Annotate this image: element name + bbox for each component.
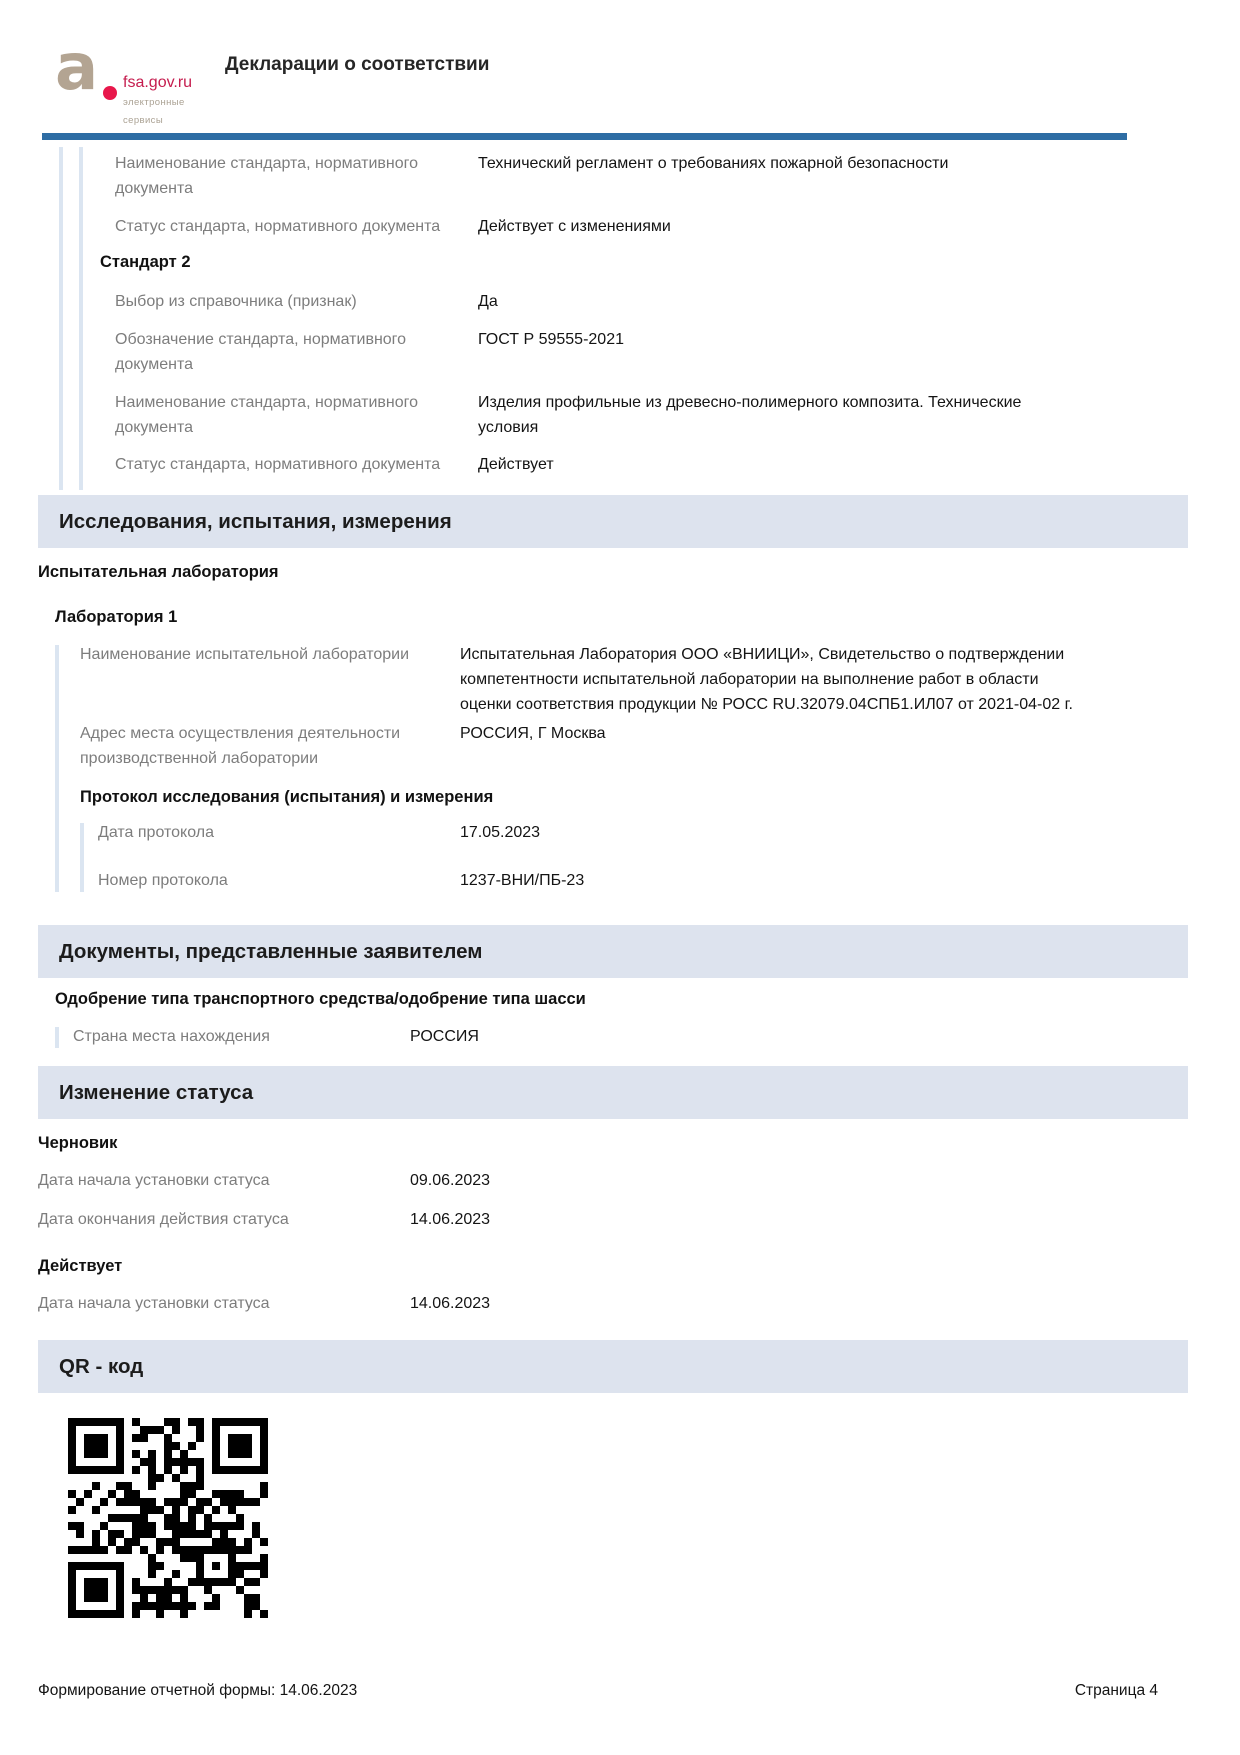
page-footer [38, 1682, 1158, 1700]
qr-code-svg [68, 1418, 268, 1618]
field-row [98, 821, 1188, 846]
field-row [42, 152, 1127, 202]
field-row [42, 215, 1127, 240]
field-value: РОССИЯ [410, 1028, 479, 1045]
section-header-status: Изменение статуса [38, 1066, 1188, 1119]
section-header-documents: Документы, представленные заявителем [38, 925, 1188, 978]
field-row [73, 1025, 1188, 1050]
research-section-content [38, 563, 1188, 894]
field-label: Статус стандарта, нормативного документа [115, 217, 441, 235]
field-value: Действует [478, 456, 554, 474]
field-value: Да [478, 293, 498, 311]
field-value: 1237-ВНИ/ПБ-23 [460, 871, 585, 889]
field-value: ГОСТ Р 59555-2021 [478, 331, 624, 349]
documents-fields-group [55, 1025, 1188, 1050]
field-value: Технический регламент о требованиях пожарной безопасности [478, 155, 949, 172]
section-header-qr: QR - код [38, 1340, 1188, 1393]
field-label: Наименование стандарта, нормативного документа [115, 155, 419, 197]
indent-guide [80, 823, 84, 892]
field-label: Номер протокола [98, 871, 228, 889]
lab-group-title: Испытательная лаборатория [38, 563, 279, 581]
field-value: Действует с изменениями [478, 217, 671, 235]
status-group-active [38, 1257, 1188, 1317]
field-row [98, 869, 1188, 894]
status-group-title: Черновик [38, 1134, 118, 1152]
field-value: 14.06.2023 [410, 1294, 491, 1312]
footer-generated-date: Формирование отчетной формы: 14.06.2023 [38, 1682, 358, 1699]
fsa-logo [55, 31, 205, 126]
indent-guide-inner [79, 147, 83, 490]
standards-table-block [42, 133, 1127, 494]
field-label: Дата протокола [98, 823, 214, 841]
field-row [42, 453, 1127, 478]
field-row [42, 391, 1127, 441]
field-label: Выбор из справочника (признак) [115, 293, 357, 311]
section-header-research: Исследования, испытания, измерения [38, 495, 1188, 548]
field-value: Изделия профильные из древесно-полимерного композита. Технические условия [478, 393, 1022, 436]
field-row [80, 722, 1188, 772]
field-label: Наименование испытательной лаборатории [80, 646, 410, 663]
footer-page-number: Страница 4 [1074, 1682, 1158, 1699]
page-header [55, 31, 490, 126]
field-row [38, 1169, 1188, 1194]
field-value: РОССИЯ, Г Москва [460, 725, 606, 743]
field-label: Дата начала установки статуса [38, 1294, 270, 1312]
field-row [42, 290, 1127, 315]
field-value: 17.05.2023 [460, 823, 541, 841]
indent-guide-outer [59, 147, 63, 490]
field-value: 09.06.2023 [410, 1172, 491, 1189]
field-row [80, 643, 1188, 717]
logo-site-name: fsa.gov.ru [123, 74, 193, 91]
field-label: Статус стандарта, нормативного документа [115, 456, 441, 474]
documents-subsection-title: Одобрение типа транспортного средства/одобрение типа шасси [55, 990, 586, 1008]
field-row [38, 1292, 1188, 1317]
field-value: 14.06.2023 [410, 1210, 491, 1228]
logo-red-dot-icon [103, 86, 117, 100]
field-value: Испытательная Лаборатория ООО «ВНИИЦИ», Свидетельство о подтверждении компетентности испытательной лаборатории на выполнение работ в области оценки соответствия продукции № РОСС RU.32079.04СПБ1.ИЛ07 от 2021-04-02 г. [460, 646, 1073, 713]
field-label: Обозначение стандарта, нормативного документа [115, 331, 407, 373]
fsa-logo-icon: а [55, 31, 99, 105]
field-row [42, 328, 1127, 378]
lab-title: Лаборатория 1 [55, 608, 178, 626]
documents-section-content [38, 990, 1188, 1050]
logo-tagline: электронные сервисы [123, 97, 185, 126]
field-label: Дата начала установки статуса [38, 1172, 270, 1189]
indent-guide [55, 645, 59, 892]
field-label: Адрес места осуществления деятельности производственной лаборатории [80, 725, 401, 768]
field-label: Наименование стандарта, нормативного документа [115, 393, 419, 436]
logo-text [123, 74, 205, 128]
qr-code-image [68, 1418, 268, 1618]
protocol-fields-group [80, 821, 1188, 894]
page-title: Декларации о соответствии [225, 54, 490, 75]
standard-2-heading: Стандарт 2 [100, 253, 191, 272]
status-group-draft [38, 1134, 1188, 1233]
field-row [38, 1208, 1188, 1233]
lab-fields-group [55, 643, 1188, 894]
status-group-title: Действует [38, 1256, 123, 1275]
status-section-content [38, 1134, 1188, 1330]
protocol-title: Протокол исследования (испытания) и измерения [80, 787, 494, 806]
indent-guide [55, 1027, 59, 1048]
field-label: Страна места нахождения [73, 1028, 270, 1045]
field-label: Дата окончания действия статуса [38, 1210, 289, 1228]
